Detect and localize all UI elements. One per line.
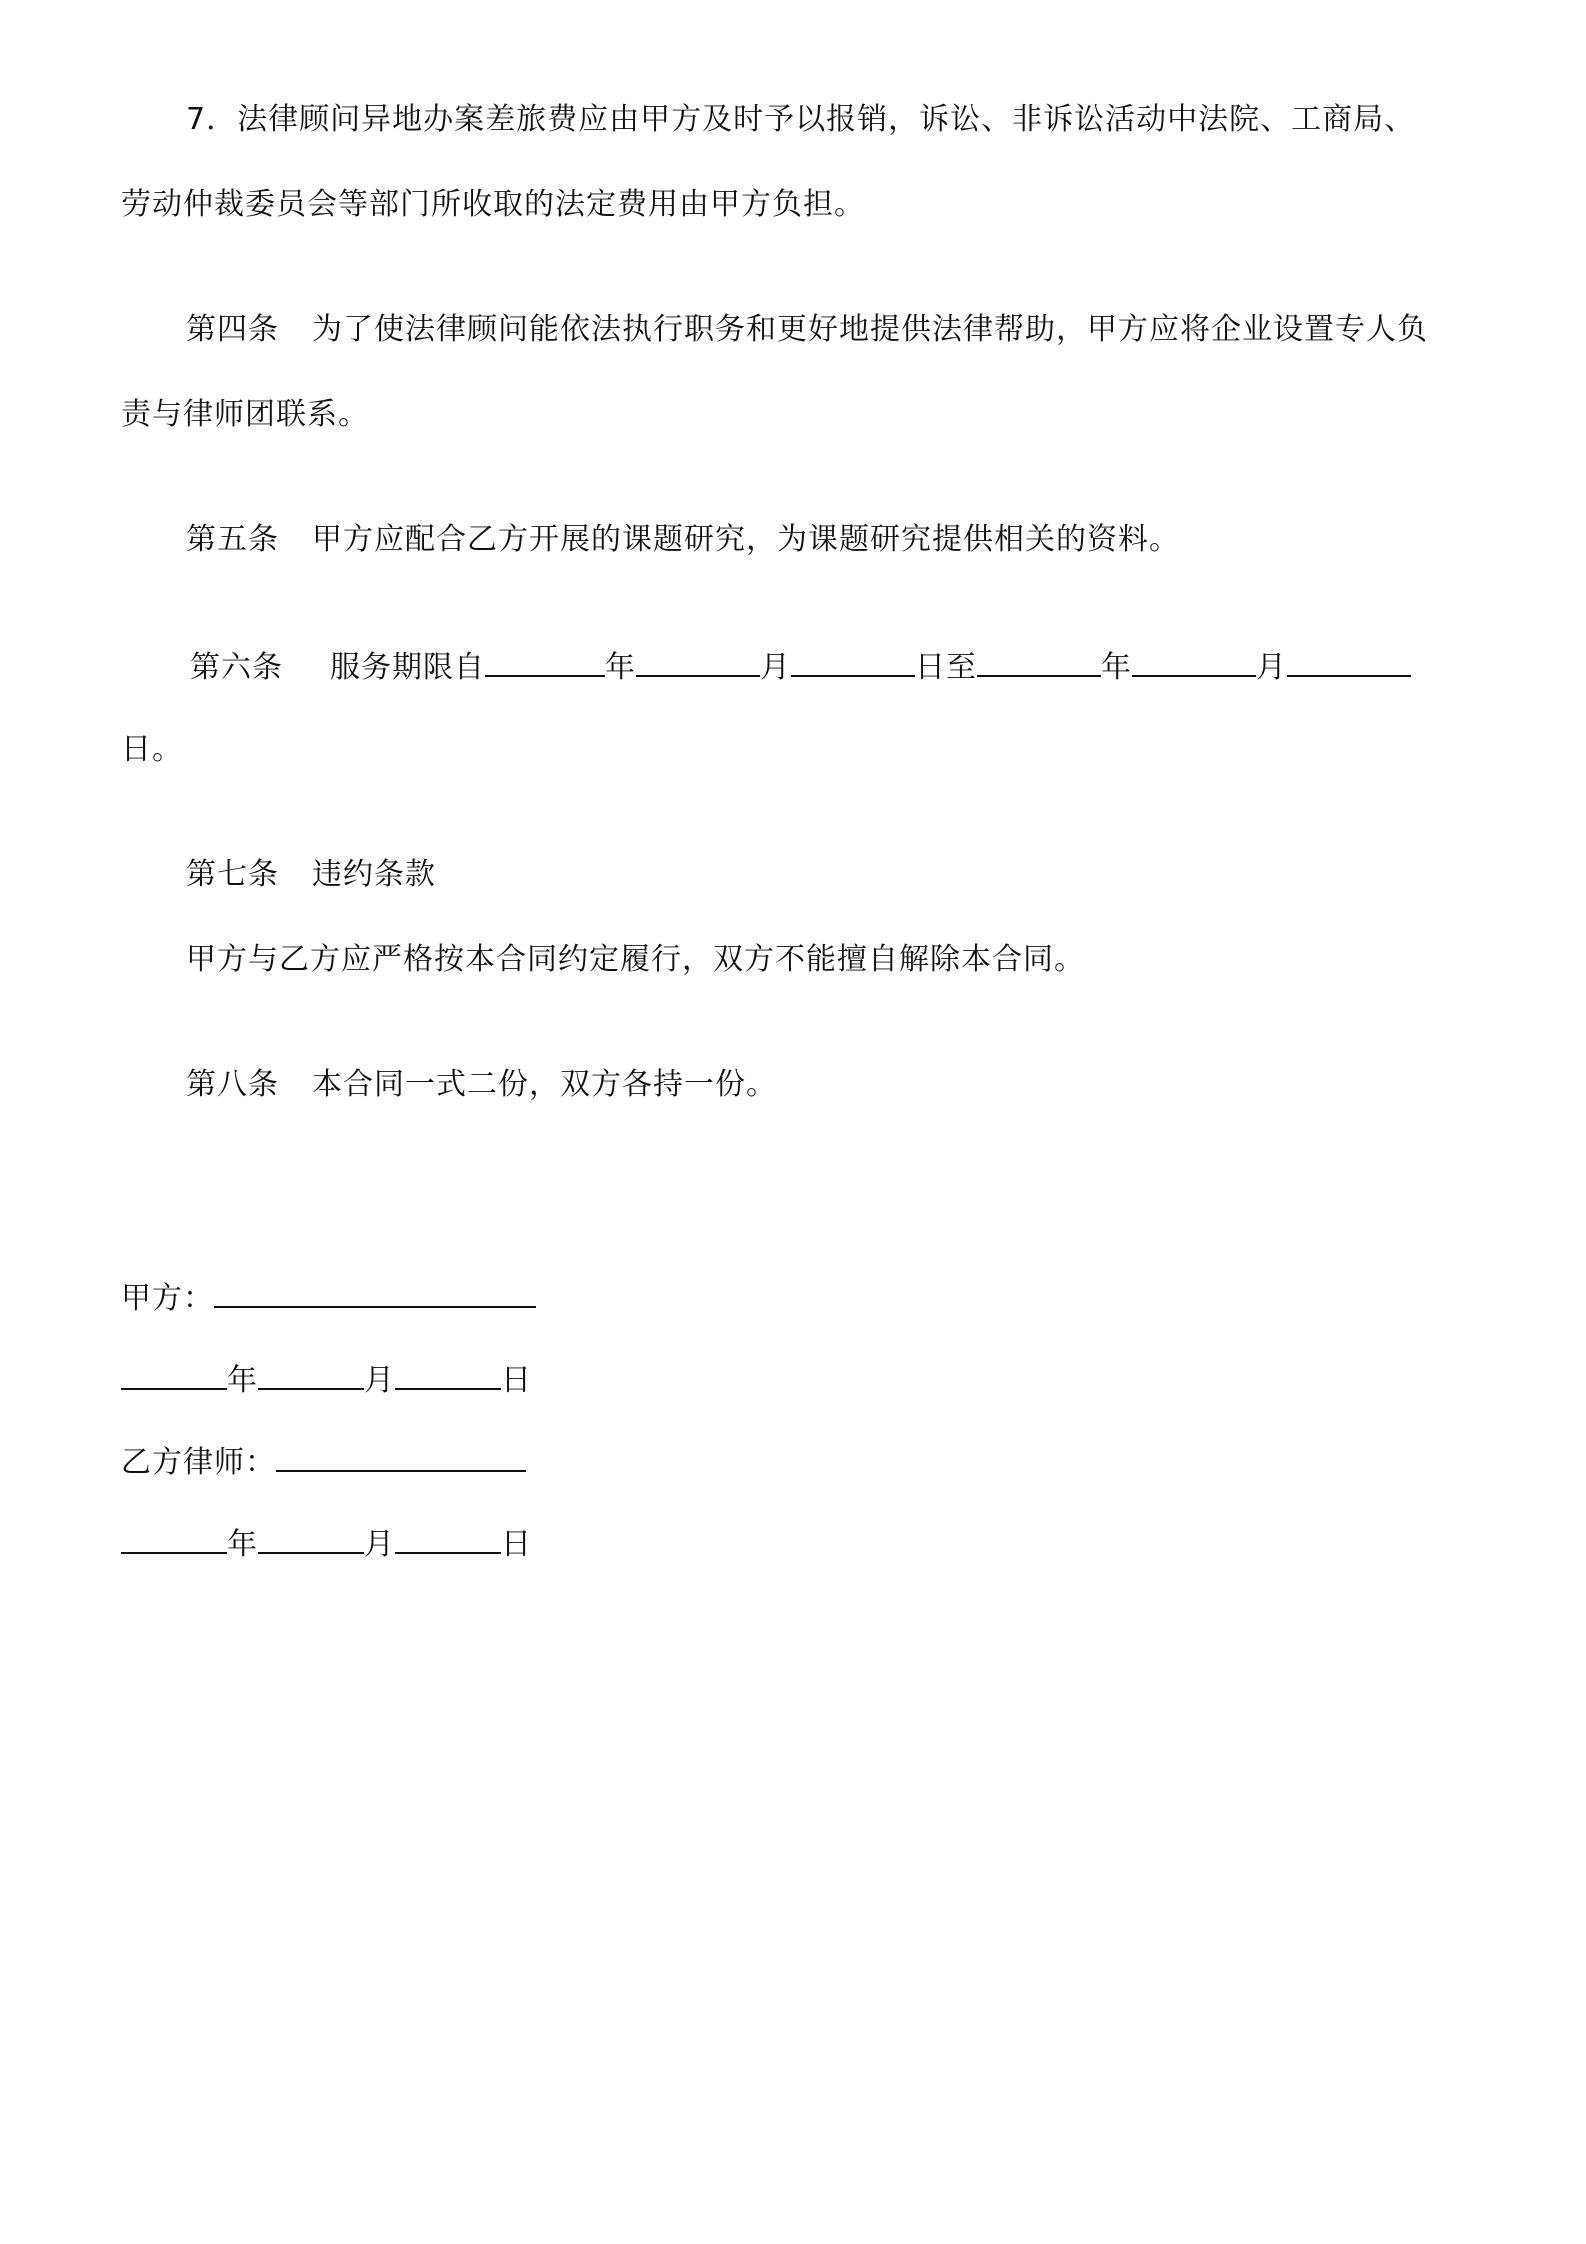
- article-7-label: 第七条: [186, 857, 279, 892]
- party-b-month-unit: 月: [364, 1527, 395, 1562]
- article-4-line-2: [121, 395, 369, 435]
- start-month-blank[interactable]: [636, 645, 760, 677]
- article-6-line-2: [121, 730, 183, 770]
- party-b-month-blank[interactable]: [258, 1522, 364, 1554]
- party-a-year-blank[interactable]: [121, 1358, 227, 1390]
- start-day-blank[interactable]: [791, 645, 915, 677]
- party-b-signature-blank[interactable]: [276, 1440, 526, 1472]
- end-year-blank[interactable]: [977, 645, 1101, 677]
- start-year-unit: 年: [605, 650, 636, 685]
- article-7-title: 违约条款: [312, 857, 436, 892]
- article-4-text-2: 责与律师团联系。: [121, 397, 369, 432]
- party-a-signature-line: [121, 1276, 536, 1319]
- party-b-year-unit: 年: [227, 1527, 258, 1562]
- article-4-label: 第四条: [186, 312, 279, 347]
- article-7-text: 甲方与乙方应严格按本合同约定履行，双方不能擅自解除本合同。: [186, 942, 1085, 977]
- start-month-unit: 月: [760, 650, 791, 685]
- party-a-date-line: [121, 1358, 532, 1401]
- article-8-text: 本合同一式二份，双方各持一份。: [312, 1067, 777, 1102]
- article-6-prefix: 服务期限自: [330, 650, 485, 685]
- article-7-body: [186, 940, 1085, 980]
- party-a-day-blank[interactable]: [395, 1358, 501, 1390]
- party-b-date-line: [121, 1522, 532, 1565]
- party-a-month-unit: 月: [364, 1363, 395, 1398]
- clause-7-text-1: 7．法律顾问异地办案差旅费应由甲方及时予以报销，诉讼、非诉讼活动中法院、工商局、: [186, 102, 1416, 137]
- article-4-line-1: [186, 310, 1428, 350]
- clause-7-line-1: [186, 100, 1415, 140]
- party-b-year-blank[interactable]: [121, 1522, 227, 1554]
- party-b-day-blank[interactable]: [395, 1522, 501, 1554]
- end-year-unit: 年: [1101, 650, 1132, 685]
- party-a-year-unit: 年: [227, 1363, 258, 1398]
- article-5-line: [186, 520, 1180, 560]
- party-a-signature-blank[interactable]: [214, 1276, 536, 1308]
- clause-7-text-2: 劳动仲裁委员会等部门所收取的法定费用由甲方负担。: [121, 187, 865, 222]
- clause-7-line-2: [121, 185, 865, 225]
- article-4-text-1: 为了使法律顾问能依法执行职务和更好地提供法律帮助，甲方应将企业设置专人负: [312, 312, 1428, 347]
- party-b-signature-line: [121, 1440, 526, 1483]
- article-6-line-1: [190, 645, 1411, 688]
- end-day-blank[interactable]: [1287, 645, 1411, 677]
- end-month-unit: 月: [1256, 650, 1287, 685]
- start-year-blank[interactable]: [485, 645, 605, 677]
- article-8-line: [186, 1065, 777, 1105]
- article-5-label: 第五条: [186, 522, 279, 557]
- article-7-heading: [186, 855, 436, 895]
- article-6-label: 第六条: [190, 650, 283, 685]
- party-a-day-unit: 日: [501, 1363, 532, 1398]
- article-6-end-day-unit: 日。: [121, 732, 183, 767]
- end-month-blank[interactable]: [1132, 645, 1256, 677]
- party-b-label: 乙方律师：: [121, 1445, 276, 1480]
- article-8-label: 第八条: [186, 1067, 279, 1102]
- article-5-text: 甲方应配合乙方开展的课题研究，为课题研究提供相关的资料。: [312, 522, 1180, 557]
- party-a-label: 甲方：: [121, 1281, 214, 1316]
- party-a-month-blank[interactable]: [258, 1358, 364, 1390]
- start-day-unit: 日至: [915, 650, 977, 685]
- party-b-day-unit: 日: [501, 1527, 532, 1562]
